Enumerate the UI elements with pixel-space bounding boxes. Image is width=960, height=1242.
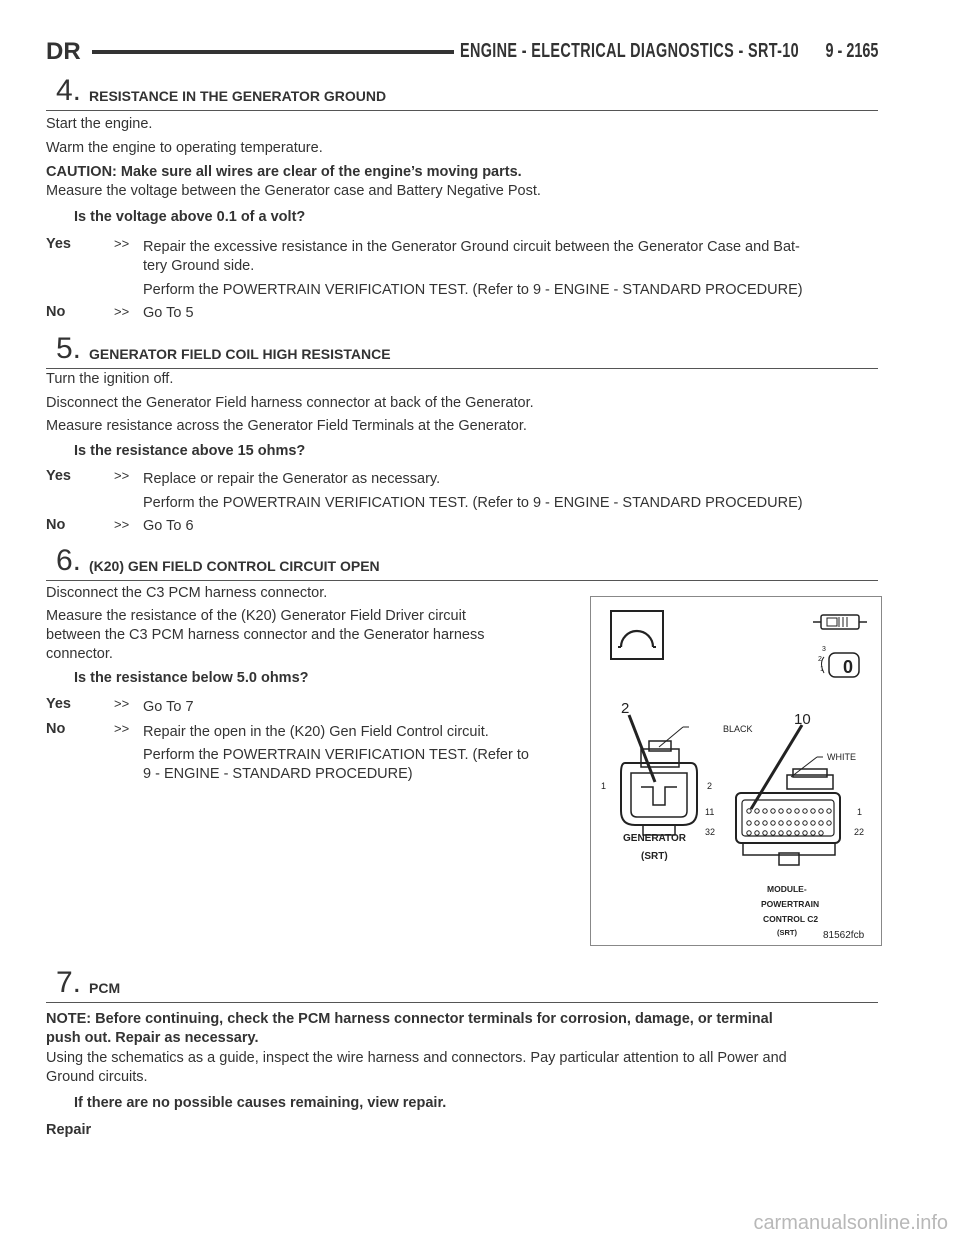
arrow-marker: >> bbox=[114, 304, 130, 319]
pcm-pin-22: 22 bbox=[854, 827, 865, 837]
connector-diagram-svg bbox=[591, 597, 881, 945]
section-number: 5. bbox=[56, 332, 82, 365]
module-label-2: POWERTRAIN bbox=[761, 899, 820, 909]
no-label: No bbox=[46, 517, 66, 533]
answer-text: Go To 7 bbox=[143, 699, 194, 715]
answer-text: Perform the POWERTRAIN VERIFICATION TEST. (Refer to 9 - ENGINE - STANDARD PROCEDURE) bbox=[143, 282, 803, 298]
key-icon bbox=[813, 615, 867, 677]
note-text: NOTE: Before continuing, check the PCM harness connector terminals for corrosion, damage, or terminal bbox=[46, 1011, 773, 1027]
step-text: between the C3 PCM harness connector and the Generator harness bbox=[46, 627, 485, 643]
section-title: GENERATOR FIELD COIL HIGH RESISTANCE bbox=[89, 346, 391, 362]
answer-text: Go To 6 bbox=[143, 518, 194, 534]
question-text: Is the voltage above 0.1 of a volt? bbox=[74, 209, 306, 225]
question-text: Is the resistance above 15 ohms? bbox=[74, 443, 306, 459]
answer-text: tery Ground side. bbox=[143, 258, 255, 274]
black-wire-label: BLACK bbox=[723, 724, 753, 734]
repair-label: Repair bbox=[46, 1122, 92, 1138]
key-position-1: 1 bbox=[820, 666, 824, 673]
arrow-marker: >> bbox=[114, 517, 130, 532]
pin-10-callout: 10 bbox=[794, 711, 811, 728]
step-text: Start the engine. bbox=[46, 116, 153, 132]
note-text: push out. Repair as necessary. bbox=[46, 1030, 259, 1046]
section-5-heading bbox=[46, 332, 878, 369]
answer-text: Repair the open in the (K20) Gen Field Control circuit. bbox=[143, 724, 489, 740]
section-number: 4. bbox=[56, 74, 82, 107]
section-6-heading bbox=[46, 544, 878, 581]
question-text: Is the resistance below 5.0 ohms? bbox=[74, 670, 309, 686]
ohmmeter-icon bbox=[611, 611, 663, 659]
yes-label: Yes bbox=[46, 468, 71, 484]
answer-text: Perform the POWERTRAIN VERIFICATION TEST. (Refer to bbox=[143, 747, 529, 763]
arrow-marker: >> bbox=[114, 696, 130, 711]
arrow-marker: >> bbox=[114, 721, 130, 736]
pin-10-leader bbox=[751, 725, 802, 809]
generator-sublabel: (SRT) bbox=[641, 851, 668, 862]
header-title: ENGINE - ELECTRICAL DIAGNOSTICS - SRT-10 bbox=[460, 40, 799, 62]
yes-label: Yes bbox=[46, 696, 71, 712]
pcm-pin-32: 32 bbox=[705, 827, 716, 837]
pin-2-callout: 2 bbox=[621, 700, 630, 717]
key-position-3: 3 bbox=[822, 646, 826, 653]
step-text: Using the schematics as a guide, inspect the wire harness and connectors. Pay particular attention to all Power and bbox=[46, 1050, 787, 1066]
watermark-text: carmanualsonline.info bbox=[753, 1212, 948, 1234]
arrow-marker: >> bbox=[114, 236, 130, 251]
no-label: No bbox=[46, 721, 66, 737]
step-text: Measure the resistance of the (K20) Generator Field Driver circuit bbox=[46, 608, 466, 624]
generator-label: GENERATOR bbox=[623, 833, 686, 844]
section-4-heading bbox=[46, 74, 878, 111]
section-title: RESISTANCE IN THE GENERATOR GROUND bbox=[89, 88, 387, 104]
pcm-connector bbox=[736, 769, 881, 865]
step-text: Measure resistance across the Generator Field Terminals at the Generator. bbox=[46, 418, 527, 434]
header-rule bbox=[92, 50, 454, 54]
connector-diagram bbox=[590, 596, 882, 946]
answer-text: 9 - ENGINE - STANDARD PROCEDURE) bbox=[143, 766, 413, 782]
module-label-1: MODULE- bbox=[767, 884, 807, 894]
generator-pin-1: 1 bbox=[601, 781, 607, 791]
step-text: Warm the engine to operating temperature. bbox=[46, 140, 323, 156]
section-title: PCM bbox=[89, 980, 121, 996]
header-model: DR bbox=[46, 38, 81, 65]
yes-label: Yes bbox=[46, 236, 71, 252]
arrow-marker: >> bbox=[114, 468, 130, 483]
caution-text: CAUTION: Make sure all wires are clear of the engine’s moving parts. bbox=[46, 164, 522, 180]
generator-connector bbox=[621, 741, 697, 835]
section-number: 6. bbox=[56, 544, 82, 577]
section-7-heading bbox=[46, 966, 878, 1003]
step-text: Ground circuits. bbox=[46, 1069, 148, 1085]
step-text: Disconnect the C3 PCM harness connector. bbox=[46, 585, 328, 601]
step-text: connector. bbox=[46, 646, 113, 662]
pcm-pin-1: 1 bbox=[857, 807, 863, 817]
section-number: 7. bbox=[56, 966, 82, 999]
question-text: If there are no possible causes remaining, view repair. bbox=[74, 1095, 447, 1111]
pcm-pin-11: 11 bbox=[705, 807, 715, 817]
step-text: Measure the voltage between the Generator case and Battery Negative Post. bbox=[46, 183, 541, 199]
answer-text: Go To 5 bbox=[143, 305, 194, 321]
key-position-0: 0 bbox=[843, 657, 854, 677]
generator-pin-2: 2 bbox=[707, 781, 713, 791]
step-text: Disconnect the Generator Field harness connector at back of the Generator. bbox=[46, 395, 534, 411]
no-label: No bbox=[46, 304, 66, 320]
module-label-3: CONTROL C2 bbox=[763, 914, 819, 924]
white-wire-label: WHITE bbox=[827, 752, 856, 762]
step-text: Turn the ignition off. bbox=[46, 371, 174, 387]
figure-code: 81562fcb bbox=[823, 930, 865, 941]
white-wire-leader bbox=[791, 757, 817, 777]
key-position-2: 2 bbox=[818, 656, 822, 663]
answer-text: Replace or repair the Generator as necessary. bbox=[143, 471, 441, 487]
module-label-4: (SRT) bbox=[777, 928, 797, 937]
page-header bbox=[46, 38, 878, 68]
answer-text: Repair the excessive resistance in the Generator Ground circuit between the Generator Case and Bat- bbox=[143, 239, 800, 255]
answer-text: Perform the POWERTRAIN VERIFICATION TEST. (Refer to 9 - ENGINE - STANDARD PROCEDURE) bbox=[143, 495, 803, 511]
section-title: (K20) GEN FIELD CONTROL CIRCUIT OPEN bbox=[89, 558, 380, 574]
header-page-number: 9 - 2165 bbox=[825, 40, 878, 62]
